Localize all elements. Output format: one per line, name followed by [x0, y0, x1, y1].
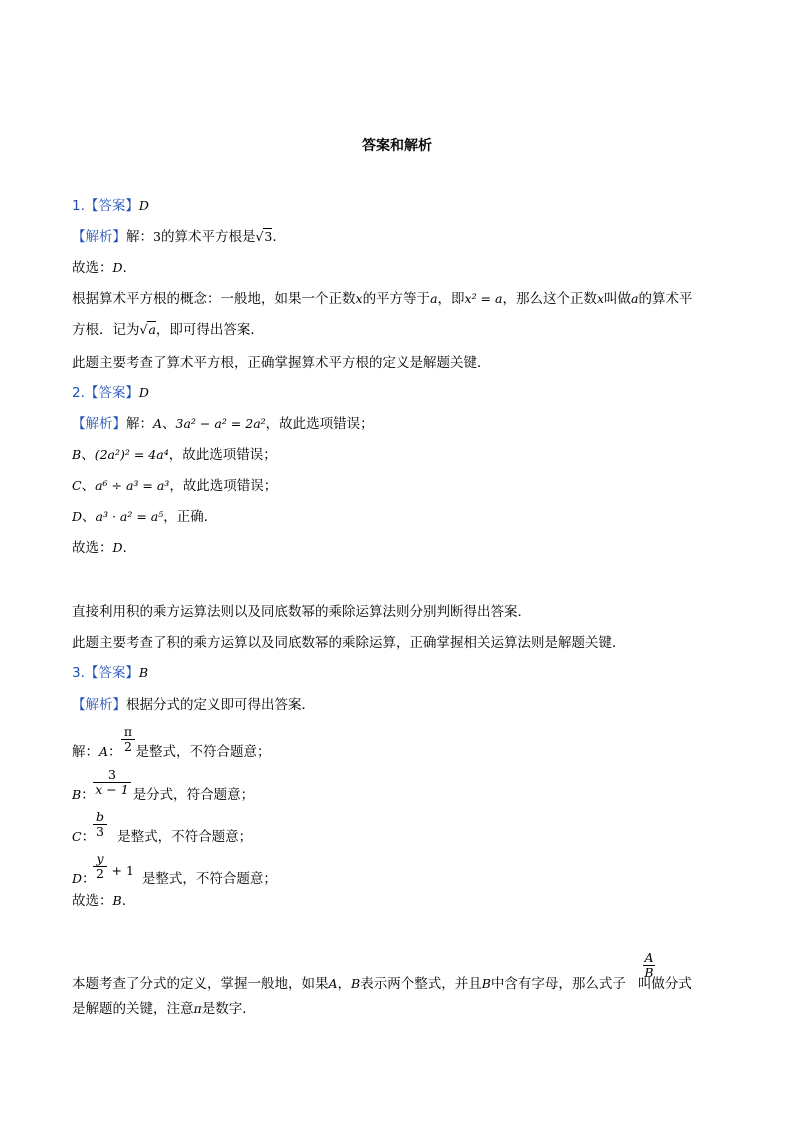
- q3-line-c-colon: ：: [81, 829, 96, 845]
- q2-line-b-sep: 、: [81, 447, 95, 463]
- q3-fraction-d: [93, 852, 107, 881]
- q1-answer-tag: 【答案】: [84, 198, 139, 214]
- q3-number: 3.: [72, 665, 85, 681]
- q2-option-b: B: [72, 447, 82, 462]
- q3-line-d-plus: + 1: [111, 863, 134, 878]
- q3-fraction-a-num: π: [121, 725, 135, 740]
- q2-line-b-end: ，故此选项错误；: [168, 447, 277, 463]
- q3-fraction-c-den: 3: [96, 824, 104, 839]
- page-title: 答案和解析: [362, 138, 432, 154]
- q3-fraction-c: [93, 810, 107, 839]
- q2-line-a-pre: 解：: [126, 416, 153, 432]
- q2-option-d: D: [72, 509, 83, 524]
- q3-fraction-d-num: y: [93, 852, 107, 867]
- q3-line-a-pre: 解：: [72, 744, 99, 760]
- q2-option-a: A: [153, 416, 163, 431]
- q3-sum1-b: ，: [337, 976, 352, 992]
- q1-analysis-line: [72, 228, 277, 246]
- q2-summary: 此题主要考查了积的乘方运算以及同底数幂的乘除运算，正确掌握相关运算法则是解题关键．: [72, 635, 626, 651]
- q1-concept2-a: 方根．记为: [72, 322, 140, 338]
- q3-fraction-b-num: 3: [93, 768, 131, 783]
- q2-expr-d: a³ · a² = a⁵: [95, 509, 164, 524]
- q2-option-c: C: [72, 478, 82, 493]
- q3-sum2-pi: π: [193, 1001, 202, 1016]
- q3-select-end: .: [121, 893, 126, 909]
- q3-answer: B: [138, 665, 149, 680]
- q2-answer-tag: 【答案】: [84, 385, 139, 401]
- q3-answer-line: [72, 664, 148, 682]
- q1-sqrt3-radicand: 3: [264, 229, 273, 244]
- q1-select-end: .: [122, 260, 127, 276]
- q3-line-a: [72, 743, 271, 761]
- q1-concept-f: 的算术平: [638, 291, 693, 307]
- q2-line-d-sep: 、: [82, 509, 96, 525]
- q3-sum2-b: 是数字．: [201, 1001, 256, 1017]
- q3-select-line: [72, 892, 126, 910]
- q1-concept-line2: [72, 321, 264, 339]
- q2-select-line: [72, 539, 127, 557]
- q2-line-c: [72, 477, 277, 495]
- q1-concept-line1: [72, 290, 692, 308]
- q2-line-d: [72, 508, 217, 526]
- q1-concept-b: 的平方等于: [362, 291, 431, 307]
- q2-select-value: D: [112, 540, 123, 555]
- q3-sum1-a: 本题考查了分式的定义，掌握一般地，如果: [72, 976, 329, 992]
- q2-number: 2.: [72, 385, 85, 401]
- q2-expr-c: a⁶ ÷ a³ = a³: [95, 478, 170, 493]
- q1-concept-a: 根据算术平方根的概念：一般地，如果一个正数: [72, 291, 356, 307]
- q3-option-a: A: [99, 744, 109, 759]
- q2-line-d-end: ，正确．: [163, 509, 218, 525]
- q3-fraction-summary: [643, 951, 655, 980]
- q2-answer: D: [138, 385, 149, 400]
- q3-sum1-A: A: [328, 976, 338, 991]
- q1-answer: D: [138, 198, 149, 213]
- q1-sqrt3: √3: [255, 229, 273, 244]
- q3-analysis-text: 根据分式的定义即可得出答案．: [126, 697, 315, 713]
- q3-sum1-B2: B: [481, 976, 491, 991]
- q2-analysis-tag: 【解析】: [72, 416, 126, 432]
- q1-answer-line: [72, 197, 149, 215]
- q2-line-b: [72, 446, 277, 464]
- q1-line1-number: 3: [153, 229, 161, 244]
- q1-select-pre: 故选：: [72, 260, 113, 276]
- q1-select-value: D: [112, 260, 123, 275]
- q3-fraction-b: [93, 768, 131, 797]
- q3-fraction-a: [121, 725, 135, 754]
- q3-fraction-summary-num: A: [644, 950, 654, 965]
- q3-fraction-summary-den: B: [644, 965, 654, 980]
- q3-line-c-end: 是整式，不符合题意；: [117, 829, 253, 845]
- q3-line-b-end: 是分式，符合题意；: [132, 787, 255, 803]
- q1-line1-end: .: [272, 229, 277, 245]
- q3-option-d: D: [72, 871, 83, 886]
- q1-concept-x2: x: [596, 291, 605, 306]
- q3-option-b: B: [72, 787, 82, 802]
- q3-fraction-d-den: 2: [96, 866, 104, 881]
- q3-summary-line2: [72, 1000, 256, 1018]
- q3-sum1-c: 表示两个整式，并且: [360, 976, 482, 992]
- q1-concept-x: x: [355, 291, 363, 306]
- q1-concept-d: ，那么这个正数: [502, 291, 597, 307]
- q1-line1-pre: 解：: [126, 229, 153, 245]
- q1-concept2-b: ，即可得出答案．: [155, 322, 264, 338]
- q3-answer-tag: 【答案】: [84, 665, 139, 681]
- q3-line-a-end: 是整式，不符合题意；: [135, 744, 271, 760]
- q1-concept-a2: a: [430, 291, 438, 306]
- q3-analysis-line: [72, 696, 315, 714]
- q3-line-d-colon: ：: [82, 871, 96, 887]
- q3-summary-line1: [72, 975, 692, 993]
- q2-line-c-sep: 、: [81, 478, 96, 494]
- q1-summary: 此题主要考查了算术平方根，正确掌握算术平方根的定义是解题关键．: [72, 355, 491, 371]
- q2-answer-line: [72, 384, 149, 402]
- q1-select-line: [72, 259, 127, 277]
- q2-method: 直接利用积的乘方运算法则以及同底数幂的乘除运算法则分别判断得出答案．: [72, 604, 531, 620]
- q3-line-d-end: 是整式，不符合题意；: [141, 871, 277, 887]
- q3-select-value: B: [112, 893, 122, 908]
- q1-analysis-tag: 【解析】: [72, 229, 126, 245]
- q2-select-pre: 故选：: [72, 540, 113, 556]
- q2-line-a-end: ，故此选项错误；: [265, 416, 374, 432]
- q3-fraction-b-den: x − 1: [95, 782, 129, 797]
- q2-line-a-sep: 、: [162, 416, 176, 432]
- q2-line-a: [72, 415, 374, 433]
- q2-select-end: .: [122, 540, 127, 556]
- q1-sqrt-a-radicand: a: [148, 322, 156, 337]
- q3-select-pre: 故选：: [72, 893, 113, 909]
- q3-fraction-a-den: 2: [124, 739, 132, 754]
- q1-number: 1.: [72, 198, 85, 214]
- q3-sum1-B: B: [351, 976, 361, 991]
- q1-concept-e: 叫做: [604, 291, 632, 307]
- q3-line-b-colon: ：: [81, 787, 95, 803]
- q1-concept-eq: x² = a: [464, 291, 503, 306]
- q1-sqrt-a: √a: [139, 322, 156, 337]
- q1-concept-a3: a: [631, 291, 639, 306]
- q3-sum1-e: 叫做分式: [637, 976, 692, 992]
- q2-expr-a: 3a² − a² = 2a²: [175, 416, 266, 431]
- q3-analysis-tag: 【解析】: [72, 697, 126, 713]
- q2-expr-b: (2a²)² = 4a⁴: [94, 447, 169, 462]
- q3-line-a-colon: ：: [108, 744, 122, 760]
- q2-line-c-end: ，故此选项错误；: [169, 478, 278, 494]
- q3-sum1-d: 中含有字母，那么式子: [490, 976, 626, 992]
- q1-concept-c: ，即: [437, 291, 465, 307]
- q1-line1-mid: 的算术平方根是: [160, 229, 256, 245]
- q3-fraction-c-num: b: [93, 810, 107, 825]
- q3-option-c: C: [72, 829, 82, 844]
- q3-sum2-a: 是解题的关键，注意: [72, 1001, 194, 1017]
